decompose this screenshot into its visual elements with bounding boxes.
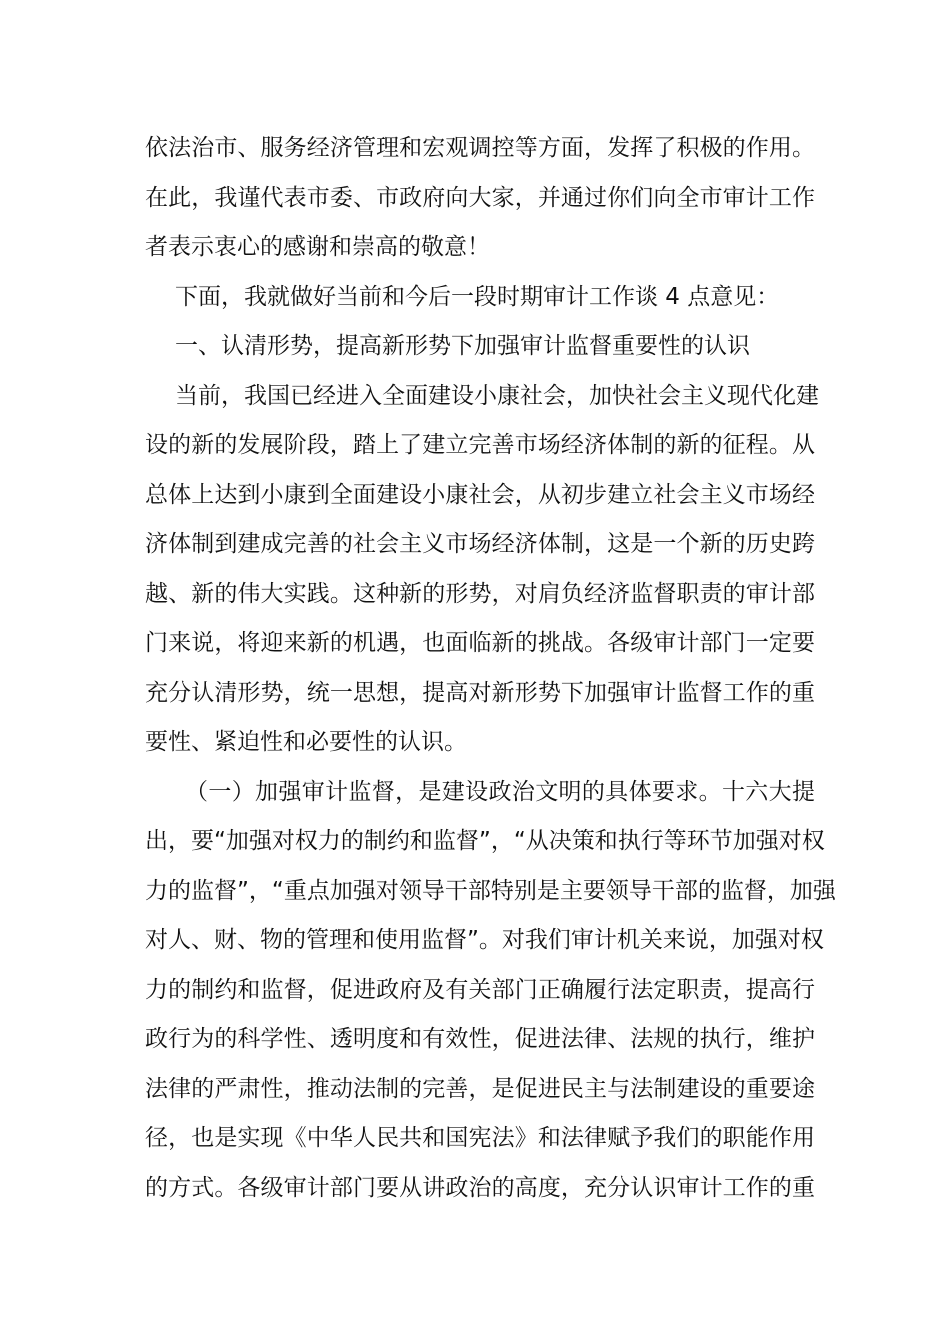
text-line: 径，也是实现《中华人民共和国宪法》和法律赋予我们的职能作用 (145, 1125, 815, 1151)
text-line: 越、新的伟大实践。这种新的形势，对肩负经济监督职责的审计部 (145, 580, 815, 607)
text-line: 出，要“加强对权力的制约和监督”，“从决策和执行等环节加强对权 (145, 828, 825, 854)
text-line: 当前，我国已经进入全面建设小康社会，加快社会主义现代化建 (175, 382, 819, 409)
text-line: 要性、紧迫性和必要性的认识。 (145, 729, 467, 755)
text-line: 设的新的发展阶段，踏上了建立完善市场经济体制的新的征程。从 (145, 432, 815, 458)
text-line: 力的制约和监督，促进政府及有关部门正确履行法定职责，提高行 (145, 976, 815, 1003)
text-line: 者表示衷心的感谢和崇高的敬意！ (145, 234, 490, 260)
document-body (145, 124, 836, 1213)
text-line: 对人、财、物的管理和使用监督”。对我们审计机关来说，加强对权 (145, 927, 824, 953)
text-line: 依法治市、服务经济管理和宏观调控等方面，发挥了积极的作用。 (145, 135, 815, 161)
text-line: 政行为的科学性、透明度和有效性，促进法律、法规的执行，维护 (145, 1026, 815, 1052)
text-line: 充分认清形势，统一思想，提高对新形势下加强审计监督工作的重 (145, 679, 815, 706)
text-line: 法律的严肃性，推动法制的完善，是促进民主与法制建设的重要途 (145, 1075, 815, 1102)
text-line: 济体制到建成完善的社会主义市场经济体制，这是一个新的历史跨 (145, 531, 815, 557)
text-line: 总体上达到小康到全面建设小康社会，从初步建立社会主义市场经 (145, 481, 815, 508)
text-line: 在此，我谨代表市委、市政府向大家，并通过你们向全市审计工作 (145, 184, 815, 211)
section-heading: 一、认清形势，提高新形势下加强审计监督重要性的认识 (175, 333, 750, 359)
subsection-line: （一）加强审计监督，是建设政治文明的具体要求。十六大提 (185, 778, 815, 805)
text-line: 的方式。各级审计部门要从讲政治的高度，充分认识审计工作的重 (145, 1174, 815, 1201)
text-line: 门来说，将迎来新的机遇，也面临新的挑战。各级审计部门一定要 (145, 630, 815, 656)
text-line: 下面，我就做好当前和今后一段时期审计工作谈 4 点意见： (175, 283, 780, 310)
text-line: 力的监督”，“重点加强对领导干部特别是主要领导干部的监督，加强 (145, 877, 836, 904)
